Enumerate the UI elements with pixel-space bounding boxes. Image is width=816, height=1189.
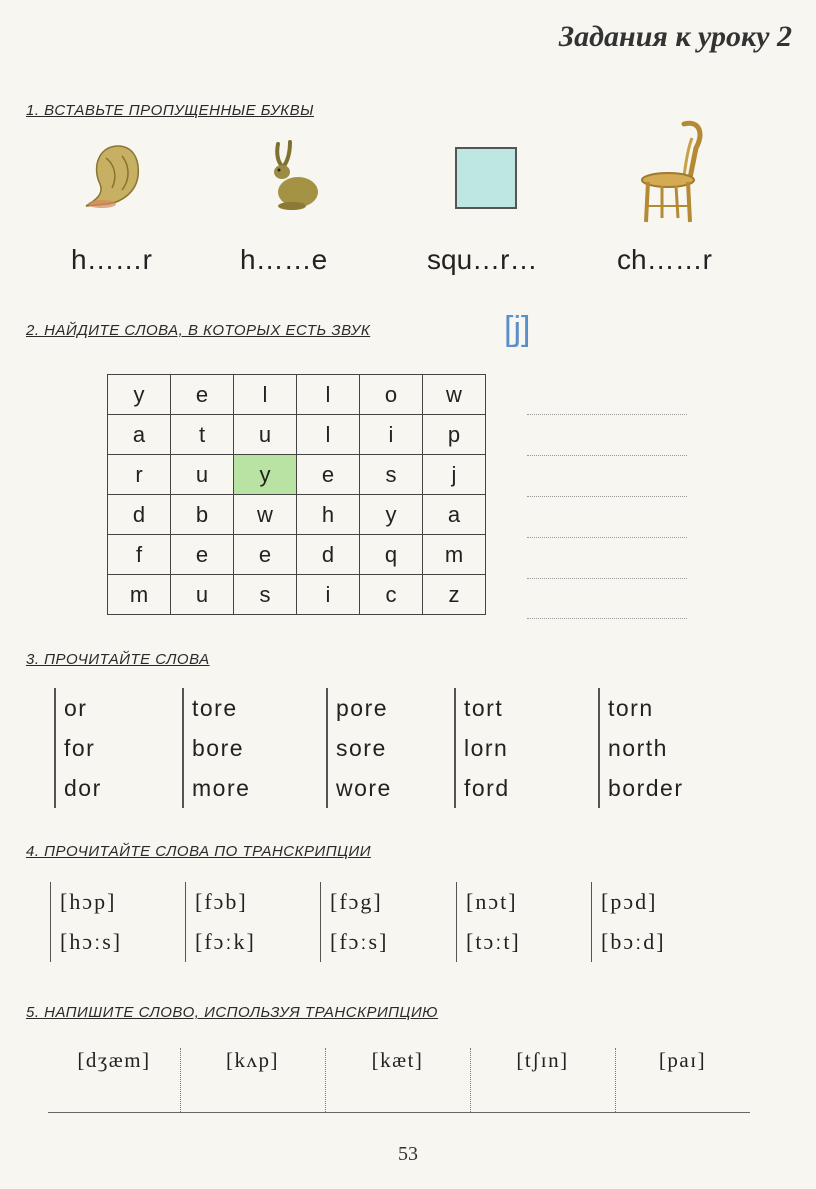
grid-cell[interactable]: d [297, 535, 360, 575]
read-word: dor [64, 775, 102, 801]
missing-letters-word: h……r [71, 244, 152, 275]
grid-cell[interactable]: t [171, 415, 234, 455]
transcription: [nɔt] [466, 889, 518, 914]
exercise-2-heading: 2. НАЙДИТЕ СЛОВА, В КОТОРЫХ ЕСТЬ ЗВУК [26, 322, 371, 339]
word-column [326, 688, 392, 808]
read-word: north [608, 735, 668, 761]
word-column [182, 688, 250, 808]
write-word-table [48, 1042, 750, 1113]
transcription: [bɔːd] [601, 929, 666, 954]
read-word: pore [336, 695, 389, 721]
read-word: more [192, 775, 251, 801]
grid-cell[interactable]: s [360, 455, 423, 495]
transcription-column [50, 882, 122, 962]
grid-cell[interactable]: l [297, 415, 360, 455]
transcription: [fɔːk] [195, 929, 256, 954]
grid-cell[interactable]: a [108, 415, 171, 455]
read-word: or [64, 695, 88, 721]
exercise-5-heading: 5. НАПИШИТЕ СЛОВО, ИСПОЛЬЗУЯ ТРАНСКРИПЦИЮ [26, 1004, 439, 1021]
grid-cell[interactable]: m [108, 575, 171, 615]
transcription-column [591, 882, 666, 962]
read-word: ford [464, 775, 510, 801]
letter-grid [107, 374, 486, 615]
exercise-3-heading: 3. ПРОЧИТАЙТЕ СЛОВА [26, 651, 210, 668]
transcription: [tɔːt] [466, 929, 521, 954]
sound-symbol: [j] [504, 310, 531, 348]
grid-cell[interactable]: d [108, 495, 171, 535]
answer-line[interactable] [527, 618, 687, 619]
grid-cell[interactable]: y [108, 375, 171, 415]
missing-letters-word: h……e [240, 244, 328, 275]
grid-cell[interactable]: m [423, 535, 486, 575]
hare-icon [262, 140, 324, 212]
transcription-column [185, 882, 256, 962]
grid-cell[interactable]: z [423, 575, 486, 615]
grid-cell[interactable]: l [297, 375, 360, 415]
grid-cell[interactable]: u [234, 415, 297, 455]
transcription: [fɔːs] [330, 929, 389, 954]
grid-cell[interactable]: r [108, 455, 171, 495]
grid-cell[interactable]: b [171, 495, 234, 535]
transcription-column [320, 882, 388, 962]
grid-cell[interactable]: c [360, 575, 423, 615]
read-word: wore [336, 775, 392, 801]
grid-cell[interactable]: e [297, 455, 360, 495]
read-word: tore [192, 695, 238, 721]
transcription-prompt: [kʌp] [226, 1048, 279, 1072]
transcription-prompt: [tʃɪn] [516, 1048, 569, 1072]
grid-cell[interactable]: j [423, 455, 486, 495]
grid-cell[interactable]: u [171, 455, 234, 495]
exercise-4-heading: 4. ПРОЧИТАЙТЕ СЛОВА ПО ТРАНСКРИПЦИИ [26, 843, 371, 860]
transcription-prompt: [dʒæm] [77, 1048, 151, 1072]
missing-letters-word: ch……r [617, 244, 712, 275]
chair-icon [638, 118, 712, 226]
transcription: [pɔd] [601, 889, 658, 914]
transcription-column [456, 882, 521, 962]
read-word: bore [192, 735, 245, 761]
grid-cell[interactable]: w [234, 495, 297, 535]
grid-cell[interactable]: s [234, 575, 297, 615]
grid-cell[interactable]: e [234, 535, 297, 575]
read-word: sore [336, 735, 387, 761]
grid-cell[interactable]: a [423, 495, 486, 535]
page-title: Задания к уроку 2 [558, 20, 792, 53]
grid-cell[interactable]: h [297, 495, 360, 535]
grid-cell-highlighted[interactable]: y [234, 455, 297, 495]
hair-icon [78, 140, 158, 215]
grid-cell[interactable]: i [297, 575, 360, 615]
transcription-prompt: [kæt] [371, 1048, 424, 1072]
missing-letters-word: squ…r… [427, 244, 538, 275]
grid-cell[interactable]: i [360, 415, 423, 455]
word-column [54, 688, 102, 808]
exercise-1-heading: 1. ВСТАВЬТЕ ПРОПУЩЕННЫЕ БУКВЫ [26, 102, 314, 119]
transcription: [fɔb] [195, 889, 248, 914]
answer-line[interactable] [527, 578, 687, 579]
answer-line[interactable] [527, 496, 687, 497]
transcription: [hɔp] [60, 889, 117, 914]
transcription: [fɔg] [330, 889, 383, 914]
grid-cell[interactable]: o [360, 375, 423, 415]
grid-cell[interactable]: l [234, 375, 297, 415]
grid-cell[interactable]: y [360, 495, 423, 535]
answer-line[interactable] [527, 455, 687, 456]
grid-cell[interactable]: u [171, 575, 234, 615]
square-icon [454, 146, 518, 210]
transcription: [hɔːs] [60, 929, 123, 954]
word-column [598, 688, 683, 808]
grid-cell[interactable]: e [171, 535, 234, 575]
read-word: tort [464, 695, 504, 721]
answer-line[interactable] [527, 414, 687, 415]
grid-cell[interactable]: q [360, 535, 423, 575]
word-column [454, 688, 510, 808]
grid-cell[interactable]: w [423, 375, 486, 415]
answer-line[interactable] [527, 537, 687, 538]
read-word: border [608, 775, 684, 801]
grid-cell[interactable]: e [171, 375, 234, 415]
grid-cell[interactable]: p [423, 415, 486, 455]
transcription-prompt: [paɪ] [658, 1048, 707, 1072]
read-word: for [64, 735, 96, 761]
grid-cell[interactable]: f [108, 535, 171, 575]
page-number: 53 [398, 1143, 418, 1165]
read-word: lorn [464, 735, 509, 761]
read-word: torn [608, 695, 654, 721]
